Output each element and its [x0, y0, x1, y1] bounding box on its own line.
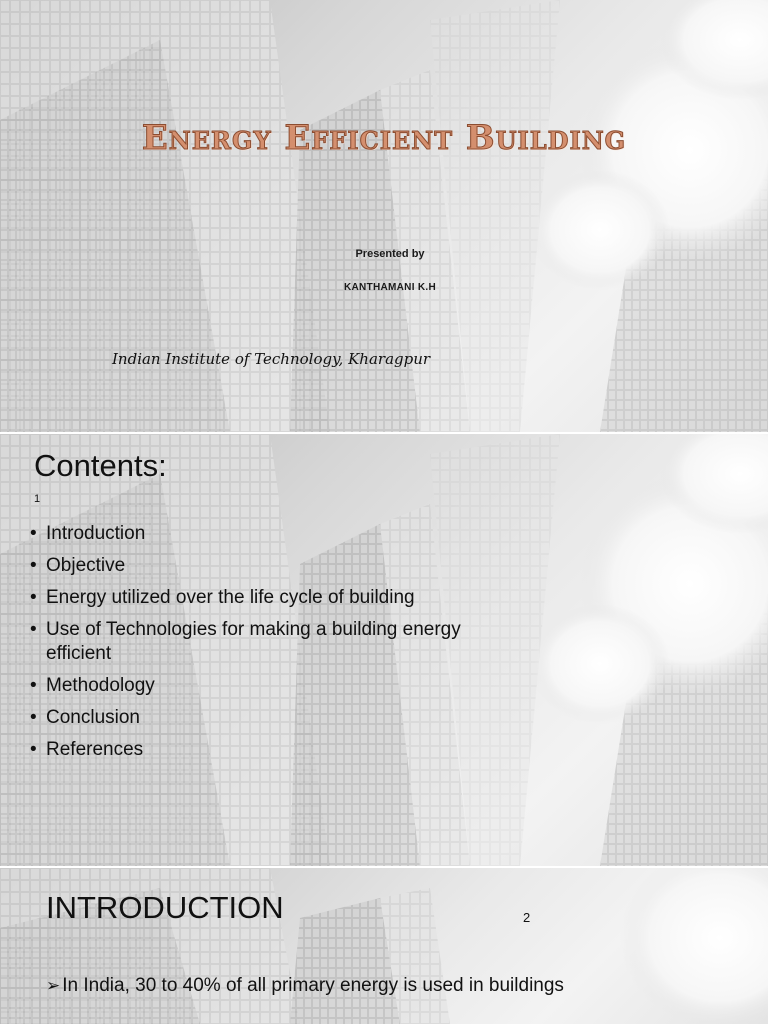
introduction-heading: INTRODUCTION	[46, 890, 284, 925]
bullet-dot-icon: •	[30, 555, 37, 576]
page-number: 1	[34, 493, 41, 505]
list-item: • Objective	[30, 555, 126, 576]
bullet-dot-icon: •	[30, 523, 37, 544]
list-item: • Introduction	[30, 523, 146, 544]
presenter-name: KANTHAMANI K.H	[344, 282, 436, 293]
contents-heading: Contents:	[34, 448, 167, 483]
bullet-dot-icon: •	[30, 619, 37, 640]
list-item: • Use of Technologies for making a building energy efficient	[30, 619, 461, 664]
arrow-bullet-icon: ➢	[46, 976, 61, 995]
list-item: • Conclusion	[30, 707, 140, 728]
presented-by-label: Presented by	[355, 248, 425, 260]
slide-title: Energy Efficient Building	[141, 118, 627, 158]
list-item: ➢ In India, 30 to 40% of all primary energy is used in buildings	[46, 975, 564, 996]
list-item: • Methodology	[30, 675, 155, 696]
institute-name: Indian Institute of Technology, Kharagpur	[112, 350, 431, 368]
bullet-dot-icon: •	[30, 675, 37, 696]
bullet-dot-icon: •	[30, 707, 37, 728]
bullet-dot-icon: •	[30, 739, 37, 760]
list-item: • Energy utilized over the life cycle of building	[30, 587, 415, 608]
bullet-dot-icon: •	[30, 587, 37, 608]
contents-list	[30, 522, 530, 770]
title-slide	[0, 0, 768, 432]
list-item: • References	[30, 739, 144, 760]
page-number: 2	[523, 910, 531, 925]
